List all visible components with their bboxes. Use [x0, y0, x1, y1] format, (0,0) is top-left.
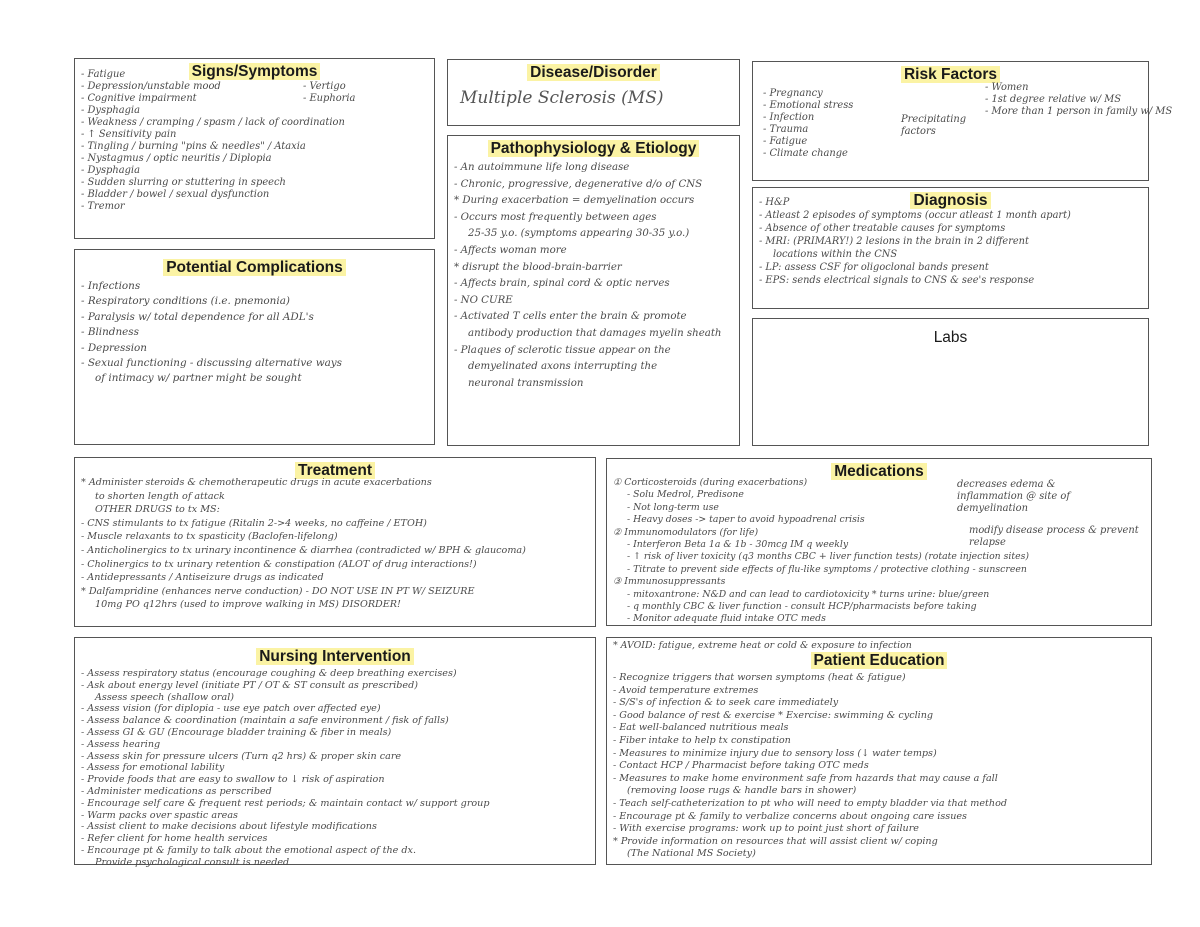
signs-symptoms-title: Signs/Symptoms: [75, 63, 434, 81]
med-list-item: - Not long-term use: [627, 501, 719, 513]
pc-list-item: - Depression: [81, 341, 147, 354]
complications-list: [75, 277, 434, 387]
medications-title: Medications: [607, 463, 1151, 481]
pe-list-item: - Contact HCP / Pharmacist before taking OTC meds: [613, 760, 869, 772]
labs-title: Labs: [933, 329, 968, 346]
pp-list-item: neuronal transmission: [468, 377, 584, 389]
rf-list-item: - Emotional stress: [763, 100, 854, 111]
ss-list-item: - Weakness / cramping / spasm / lack of coordination: [81, 117, 345, 128]
ss-list-item: - Tremor: [81, 201, 125, 212]
ni-list-item: - Ask about energy level (initiate PT / OT & ST consult as prescribed): [81, 679, 418, 691]
med-list-item: - Interferon Beta 1a & 1b - 30mcg IM q weekly: [627, 539, 849, 551]
dx-list-item: - MRI: (PRIMARY!) 2 lesions in the brain in 2 different: [759, 236, 1029, 247]
pe-list-item: - Recognize triggers that worsen symptoms (heat & fatigue): [613, 672, 906, 683]
med-list-item: - Solu Medrol, Predisone: [627, 489, 744, 501]
tx-list-item: - Muscle relaxants to tx spasticity (Baclofen-lifelong): [81, 531, 338, 543]
med-list-item: - mitoxantrone: N&D and can lead to cardiotoxicity * turns urine: blue/green: [627, 588, 990, 600]
risk-factors-list: [757, 86, 859, 160]
ni-list-item: - Assess skin for pressure ulcers (Turn q2 hrs) & proper skin care: [81, 750, 402, 762]
ni-list-item: - Refer client for home health services: [81, 833, 268, 845]
risk-factors-title: Risk Factors: [753, 66, 1148, 84]
diagnosis-box: [752, 187, 1149, 309]
ss-list-item: - Bladder / bowel / sexual dysfunction: [81, 189, 270, 200]
treatment-box: [74, 457, 596, 627]
pp-list-item: - Affects brain, spinal cord & optic nerves: [454, 278, 670, 290]
tx-list-item: * Dalfampridine (enhances nerve conduction) - DO NOT USE IN PT W/ SEIZURE: [81, 585, 475, 597]
ss-list-item: - Tingling / burning "pins & needles" / Ataxia: [81, 141, 306, 152]
ss-list-item: - Cognitive impairment: [81, 93, 197, 104]
pp-list-item: - Plaques of sclerotic tissue appear on the: [454, 344, 671, 356]
disease-title: Disease/Disorder: [448, 64, 739, 82]
education-avoid: * AVOID: fatigue, extreme heat or cold & exposure to infection: [613, 640, 912, 651]
pc-list-item: - Paralysis w/ total dependence for all ADL's: [81, 310, 314, 323]
disease-value: Multiple Sclerosis (MS): [460, 88, 664, 108]
treatment-list: [75, 474, 595, 612]
pp-list-item: - Occurs most frequently between ages: [454, 211, 657, 223]
rf-list-item: - Fatigue: [763, 136, 808, 147]
disease-disorder-box: [447, 59, 740, 126]
rf-right-item: - Women: [985, 82, 1029, 93]
dx-list-item: - LP: assess CSF for oligoclonal bands present: [759, 262, 989, 273]
pc-list-item: - Blindness: [81, 326, 139, 339]
med-list-item: ③ Immunosuppressants: [613, 576, 726, 588]
pe-list-item: - Eat well-balanced nutritious meals: [613, 722, 789, 734]
dx-list-item: locations within the CNS: [773, 249, 898, 260]
pp-list-item: * disrupt the blood-brain-barrier: [454, 261, 622, 273]
ss-list-item: - Fatigue: [81, 69, 126, 80]
med-list-item: - Heavy doses -> taper to avoid hypoadrenal crisis: [627, 514, 865, 526]
pp-list-item: - NO CURE: [454, 294, 513, 306]
signs-symptoms-list: [75, 67, 434, 213]
pp-list-item: - Activated T cells enter the brain & promote: [454, 311, 687, 323]
education-list: [607, 670, 1151, 861]
dx-list-item: - H&P: [759, 197, 790, 208]
education-box: [606, 637, 1152, 865]
pe-list-item: - Measures to minimize injury due to sensory loss (↓ water temps): [613, 747, 937, 759]
pc-list-item: of intimacy w/ partner might be sought: [95, 372, 302, 385]
ni-list-item: Provide psychological consult is needed: [95, 856, 290, 868]
ni-list-item: - Provide foods that are easy to swallow to ↓ risk of aspiration: [81, 774, 385, 786]
pc-list-item: - Respiratory conditions (i.e. pnemonia): [81, 295, 290, 308]
tx-list-item: to shorten length of attack: [95, 490, 225, 502]
rf-right-item: - More than 1 person in family w/ MS: [985, 106, 1173, 117]
pe-list-item: (removing loose rugs & handle bars in shower): [627, 785, 857, 797]
pc-list-item: - Infections: [81, 280, 141, 292]
rf-list-item: - Trauma: [763, 124, 809, 135]
pe-list-item: - Encourage pt & family to verbalize concerns about ongoing care issues: [613, 810, 967, 822]
ss-side-item: - Vertigo: [303, 81, 346, 92]
dx-list-item: - EPS: sends electrical signals to CNS & see's response: [759, 275, 1035, 286]
pc-list-item: - Sexual functioning - discussing alternative ways: [81, 357, 342, 370]
ni-list-item: - Assess respiratory status (encourage coughing & deep breathing exercises): [81, 668, 457, 679]
pe-list-item: - Measures to make home environment safe from hazards that may cause a fall: [613, 772, 998, 784]
rf-list-item: - Climate change: [763, 148, 848, 159]
risk-factors-precipitating: Precipitating factors: [901, 114, 967, 137]
signs-symptoms-side-list: [303, 81, 355, 105]
pp-list-item: demyelinated axons interrupting the: [468, 361, 658, 373]
ni-list-item: - Assist client to make decisions about lifestyle modifications: [81, 821, 377, 833]
ss-list-item: - ↑ Sensitivity pain: [81, 129, 177, 140]
dx-list-item: - Atleast 2 episodes of symptoms (occur atleast 1 month apart): [759, 210, 1071, 221]
tx-list-item: - Antidepressants / Antiseizure drugs as indicated: [81, 572, 324, 584]
pe-list-item: - Avoid temperature extremes: [613, 684, 759, 696]
med-list-item: - Titrate to prevent side effects of flu-like symptoms / protective clothing - sunscreen: [627, 563, 1027, 575]
tx-list-item: - CNS stimulants to tx fatigue (Ritalin 2->4 weeks, no caffeine / ETOH): [81, 517, 427, 529]
pe-list-item: - S/S's of infection & to seek care immediately: [613, 697, 839, 709]
ni-list-item: - Assess hearing: [81, 738, 161, 750]
pp-list-item: 25-35 y.o. (symptoms appearing 30-35 y.o.): [468, 228, 690, 240]
pp-list-item: antibody production that damages myelin sheath: [468, 327, 722, 339]
medications-note-1: decreases edema & inflammation @ site of demyelination: [957, 479, 1070, 514]
diagnosis-title: Diagnosis: [753, 192, 1148, 210]
tx-list-item: - Cholinergics to tx urinary retention & constipation (ALOT of drug interactions!): [81, 558, 477, 570]
pe-list-item: * Provide information on resources that will assist client w/ coping: [613, 835, 938, 847]
tx-list-item: 10mg PO q12hrs (used to improve walking in MS) DISORDER!: [95, 599, 401, 611]
ni-list-item: - Assess GI & GU (Encourage bladder training & fiber in meals): [81, 726, 392, 738]
ss-list-item: - Nystagmus / optic neuritis / Diplopia: [81, 153, 272, 164]
rf-list-item: - Pregnancy: [763, 88, 823, 99]
pathophysiology-list: [448, 158, 739, 392]
med-list-item: ② Immunomodulators (for life): [613, 526, 759, 538]
ni-list-item: Assess speech (shallow oral): [95, 691, 235, 703]
tx-list-item: - Anticholinergics to tx urinary incontinence & diarrhea (contradicted w/ BPH & glaucoma): [81, 544, 526, 556]
pe-list-item: (The National MS Society): [627, 848, 756, 860]
tx-list-item: * Administer steroids & chemotherapeutic drugs in acute exacerbations: [81, 477, 432, 488]
complications-box: [74, 249, 435, 445]
rf-right-item: - 1st degree relative w/ MS: [985, 94, 1122, 105]
pathophysiology-title: Pathophysiology & Etiology: [448, 140, 739, 158]
complications-title: Potential Complications: [75, 259, 434, 277]
pe-list-item: - With exercise programs: work up to point just short of failure: [613, 823, 919, 835]
ss-list-item: - Depression/unstable mood: [81, 81, 221, 92]
med-list-item: - q monthly CBC & liver function - consult HCP/pharmacists before taking: [627, 601, 977, 613]
pp-list-item: - An autoimmune life long disease: [454, 162, 630, 173]
pathophysiology-box: [447, 135, 740, 446]
tx-list-item: OTHER DRUGS to tx MS:: [95, 504, 220, 516]
medications-box: [606, 458, 1152, 626]
pe-list-item: - Good balance of rest & exercise * Exercise: swimming & cycling: [613, 709, 934, 721]
rf-list-item: - Infection: [763, 112, 815, 123]
ni-list-item: - Assess for emotional lability: [81, 762, 225, 774]
med-list-item: - Monitor adequate fluid intake OTC meds: [627, 613, 826, 625]
ni-list-item: - Encourage self care & frequent rest periods; & maintain contact w/ support group: [81, 797, 490, 809]
med-list-item: ① Corticosteroids (during exacerbations): [613, 477, 808, 488]
ni-list-item: - Assess vision (for diplopia - use eye patch over affected eye): [81, 703, 381, 715]
signs-symptoms-box: [74, 58, 435, 239]
med-list-item: - ↑ risk of liver toxicity (q3 months CBC + liver function tests) (rotate injection sites): [627, 551, 1030, 563]
risk-factors-right-list: [985, 82, 1173, 118]
pp-list-item: - Affects woman more: [454, 244, 567, 256]
nursing-box: [74, 637, 596, 868]
ss-side-item: - Euphoria: [303, 93, 356, 104]
pp-list-item: * During exacerbation = demyelination occurs: [454, 195, 695, 207]
pe-list-item: - Fiber intake to help tx constipation: [613, 734, 791, 746]
ss-list-item: - Dysphagia: [81, 165, 140, 176]
ni-list-item: - Warm packs over spastic areas: [81, 809, 238, 821]
ss-list-item: - Sudden slurring or stuttering in speech: [81, 177, 286, 188]
pe-list-item: - Teach self-catheterization to pt who will need to empty bladder via that method: [613, 797, 1007, 809]
ni-list-item: - Assess balance & coordination (maintain a safe environment / fisk of falls): [81, 715, 449, 727]
nursing-list: [75, 666, 595, 869]
medications-note-2: modify disease process & prevent relapse: [969, 525, 1139, 548]
treatment-title: Treatment: [75, 462, 595, 480]
ni-list-item: - Administer medications as perscribed: [81, 785, 272, 797]
labs-box: [752, 318, 1149, 446]
ss-list-item: - Dysphagia: [81, 105, 140, 116]
ni-list-item: - Encourage pt & family to talk about the emotional aspect of the dx.: [81, 844, 416, 856]
pp-list-item: - Chronic, progressive, degenerative d/o of CNS: [454, 178, 703, 190]
nursing-title: Nursing Intervention: [75, 648, 595, 666]
dx-list-item: - Absence of other treatable causes for symptoms: [759, 223, 1006, 234]
education-title: Patient Education: [607, 652, 1151, 670]
risk-factors-box: [752, 61, 1173, 181]
